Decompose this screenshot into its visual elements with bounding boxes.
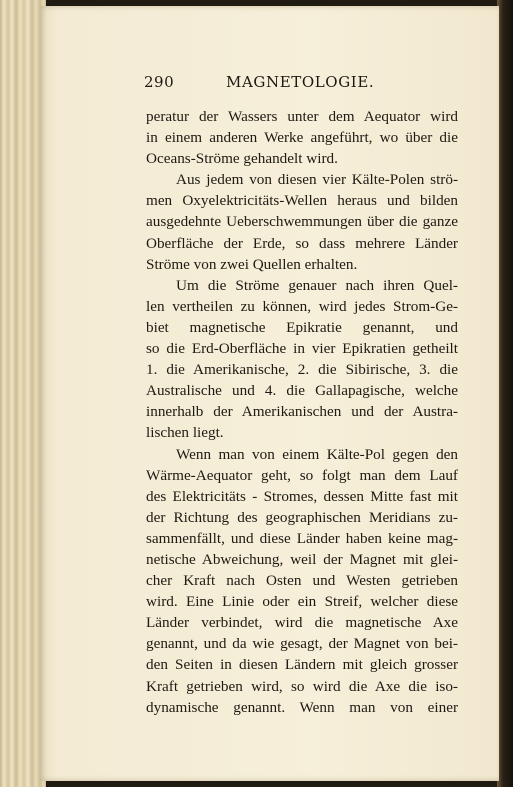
text-line: Um die Ströme genauer nach ihren Quel-	[176, 276, 458, 294]
text-line: cher Kraft nach Osten und Westen getrieben	[146, 572, 458, 590]
text-line: biet magnetische Epikratie genannt, und	[146, 318, 458, 336]
text-line: Aus jedem von diesen vier Kälte-Polen strö-	[176, 171, 458, 189]
page-header	[106, 73, 462, 99]
text-line: genannt, und da wie gesagt, der Magnet von bei-	[146, 635, 458, 653]
text-line: dynamische genannt. Wenn man von einer	[146, 698, 458, 716]
body-text	[146, 106, 458, 718]
text-line: Wenn man von einem Kälte-Pol gegen den	[176, 445, 458, 463]
text-line: des Elektricitäts - Stromes, dessen Mitte fast mit	[146, 487, 458, 505]
text-line: Oceans-Ströme gehandelt wird.	[146, 150, 338, 168]
text-line: Wärme-Aequator geht, so folgt man dem Lauf	[146, 466, 458, 484]
text-line: so die Erd-Oberfläche in vier Epikratien getheilt	[146, 340, 458, 358]
running-head: MAGNETOLOGIE.	[226, 73, 375, 91]
text-line: Oberfläche der Erde, so dass mehrere Länder	[146, 234, 458, 252]
text-line: lischen liegt.	[146, 424, 224, 442]
text-line: Kraft getrieben wird, so wird die Axe die iso-	[146, 677, 458, 695]
text-line: netische Abweichung, weil der Magnet mit glei-	[146, 550, 458, 568]
binding-shadow	[497, 0, 513, 787]
text-line: in einem anderen Werke angeführt, wo über die	[146, 129, 458, 147]
text-line: Australische und 4. die Gallapagische, welche	[146, 382, 458, 400]
text-line: den Seiten in diesen Ländern mit gleich grosser	[146, 656, 458, 674]
text-line: ausgedehnte Ueberschwemmungen über die ganze	[146, 213, 458, 231]
text-line: peratur der Wassers unter dem Aequator wird	[146, 108, 458, 125]
page-number: 290	[144, 73, 175, 91]
text-line: Ströme von zwei Quellen erhalten.	[146, 255, 358, 273]
text-line: wird. Eine Linie oder ein Streif, welcher diese	[146, 593, 458, 611]
text-line: innerhalb der Amerikanischen und der Austra-	[146, 403, 458, 421]
text-line: 1. die Amerikanische, 2. die Sibirische, 3. die	[146, 361, 458, 379]
text-line: der Richtung des geographischen Meridians zu-	[146, 508, 458, 526]
text-line: sammenfällt, und diese Länder haben keine mag-	[146, 529, 458, 547]
text-line: len vertheilen zu können, wird jedes Strom-Ge-	[146, 297, 458, 315]
text-line: Länder verbindet, wird die magnetische Axe	[146, 614, 458, 632]
text-line: men Oxyelektricitäts-Wellen heraus und bilden	[146, 192, 458, 210]
